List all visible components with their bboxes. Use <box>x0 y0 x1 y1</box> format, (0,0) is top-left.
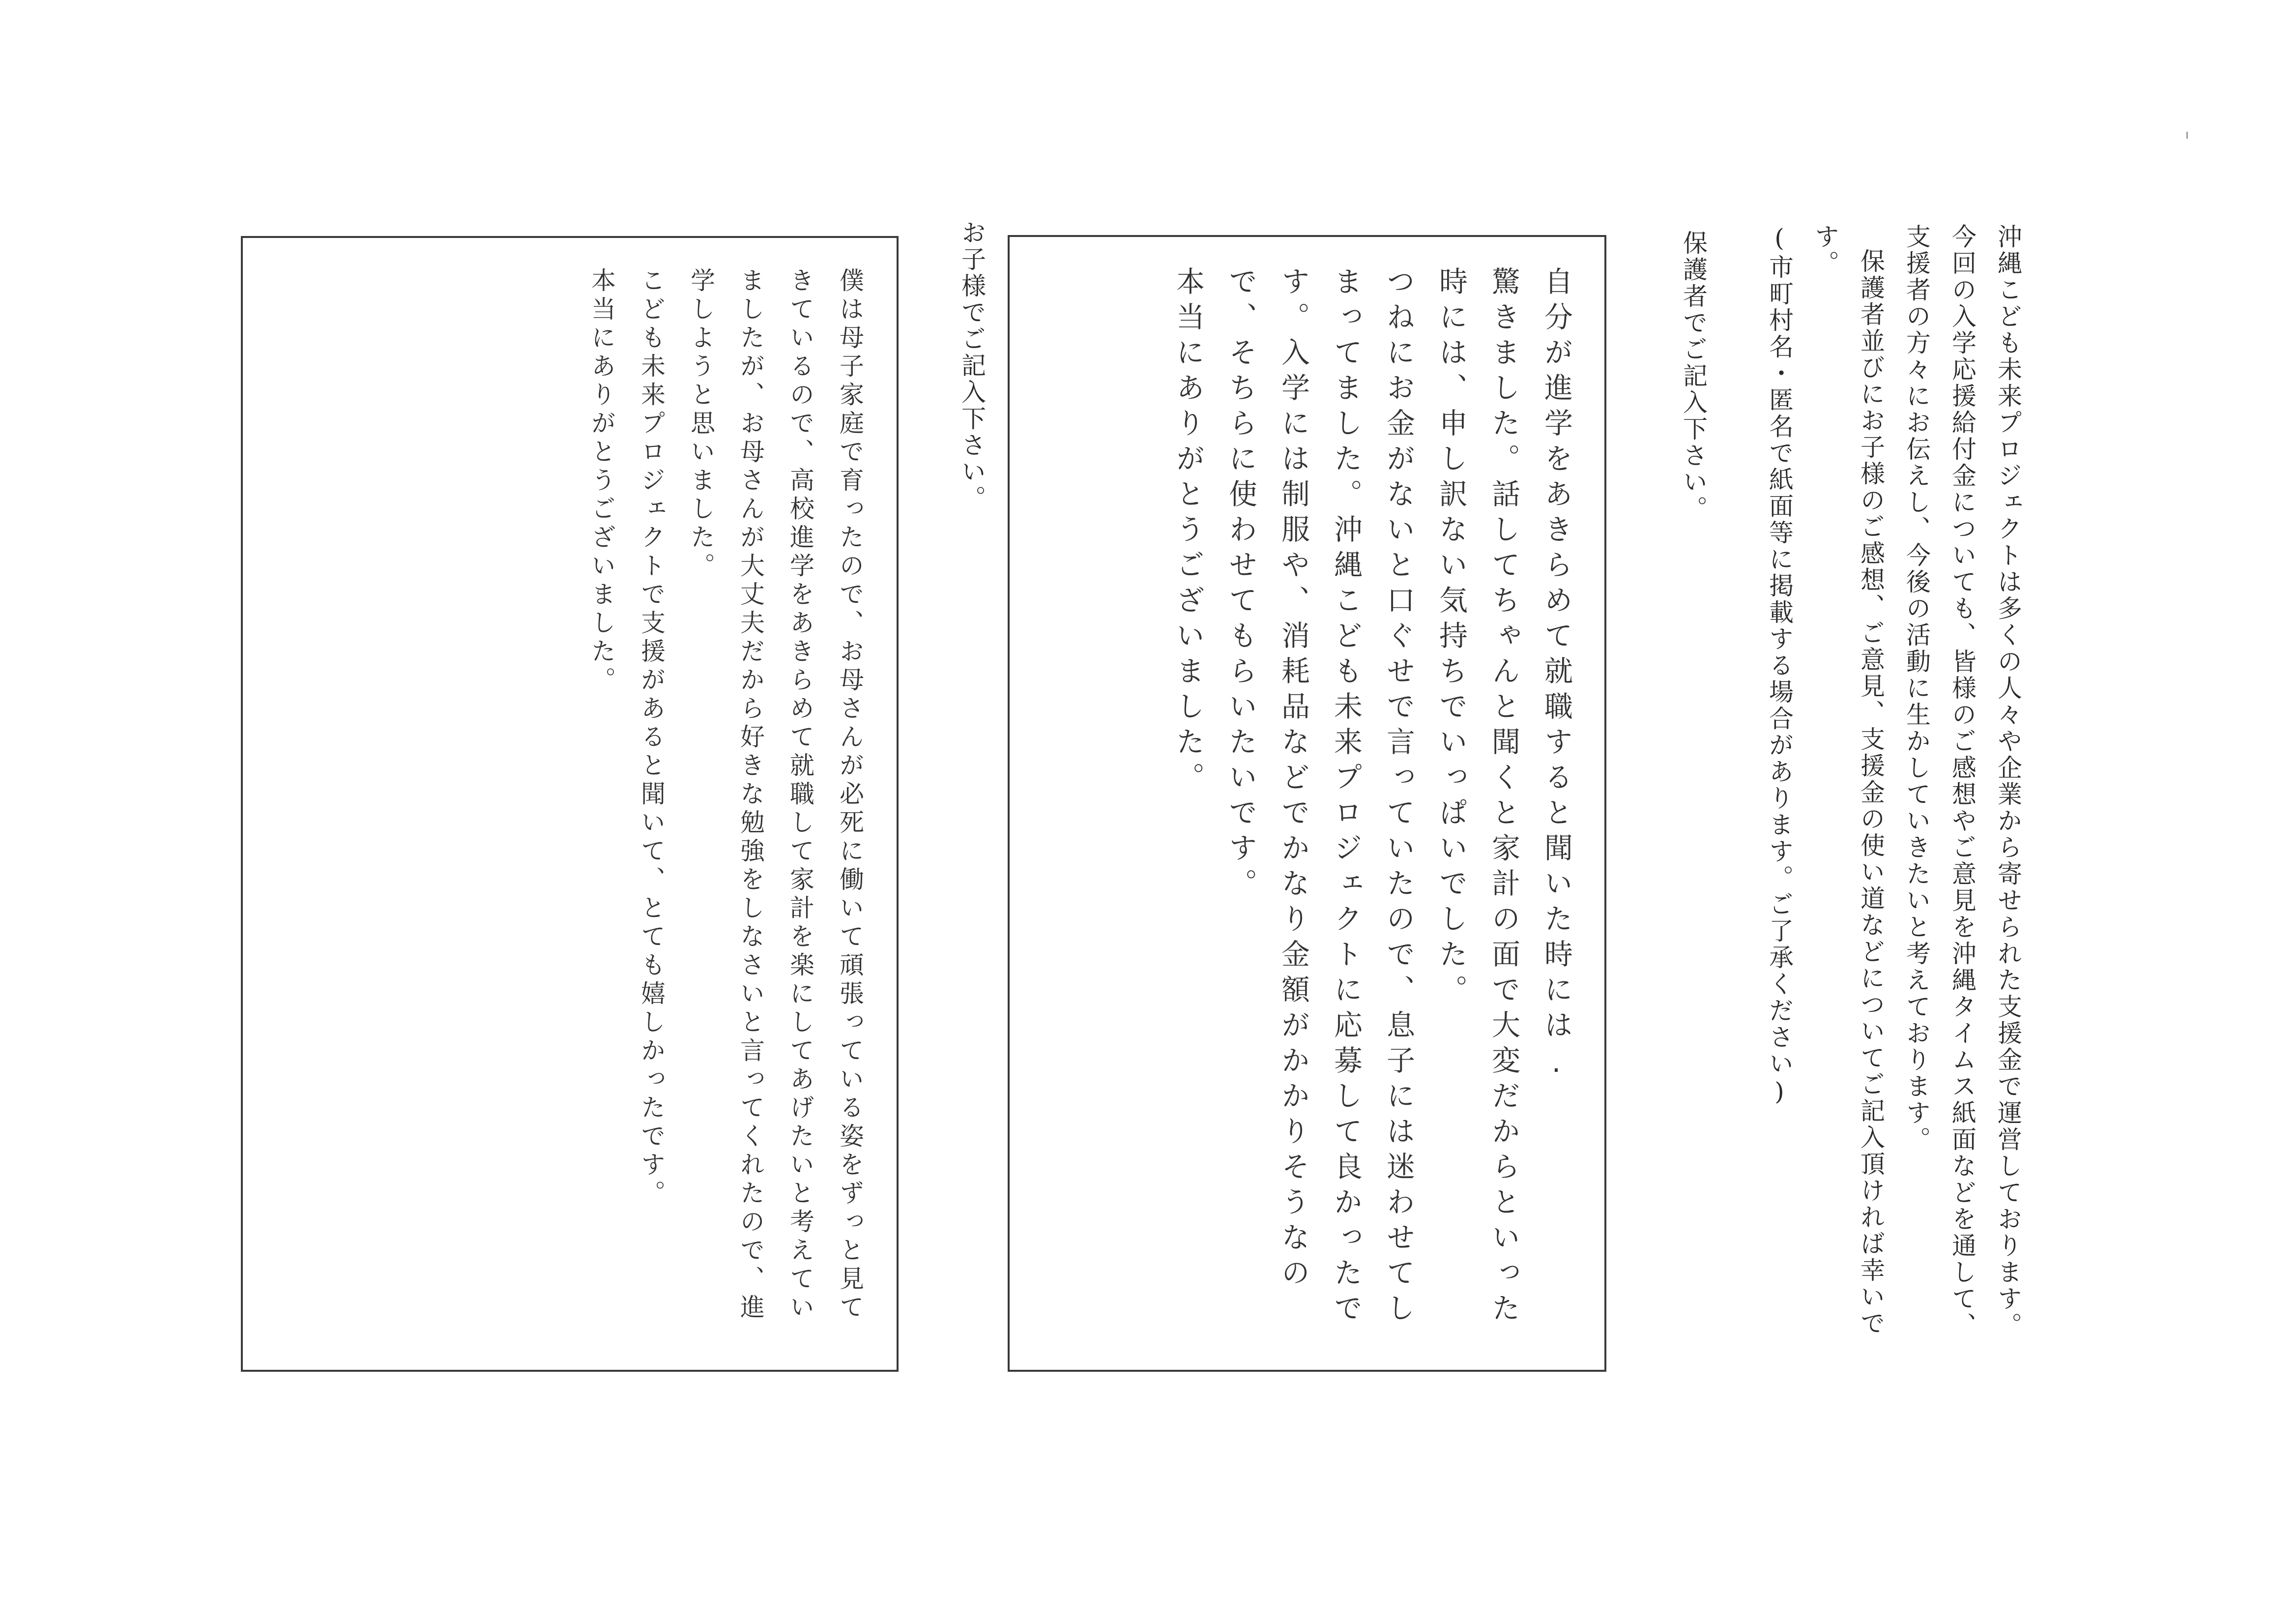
guardian-comment-box <box>1008 235 1606 1372</box>
intro-text <box>1756 224 2031 1355</box>
intro-paragraph: 沖縄こども未来プロジェクトは多くの人々や企業から寄せられた支援金で運営しております。今回の入学応援給付金についても、皆様のご感想やご意見を沖縄タイムス紙面などを通して、支援者の方々にお伝えし、今後の活動に生かしていきたいと考えております。 <box>1902 224 2022 1339</box>
child-handwritten-text <box>577 267 874 1350</box>
guardian-comment: 自分が進学をあきらめて就職すると聞いた時には. 驚きました。話してちゃんと聞くと家計の面で大変だからといった時には、申し訳ない気持ちでいっぱいでした。 つねにお金がないと口ぐせで言っていたので、息子には迷わせてしまってました。沖縄こども未来プロジェクトに応募して良かったです。入学には制服や、消耗品などでかなり金額がかかりそうなので、そちらに使わせてもらいたいです。 本当にありがとうございました。 <box>1171 266 1573 1329</box>
scan-mark <box>2186 132 2188 139</box>
guardian-handwritten-text <box>1162 266 1582 1350</box>
child-label: お子様でご記入下さい。 <box>958 220 986 512</box>
guardian-label: 保護者でご記入下さい。 <box>1679 230 1708 522</box>
child-comment-box <box>241 236 899 1372</box>
intro-paragraph: 保護者並びにお子様のご感想、ご意見、支援金の使い道などについてご記入頂ければ幸いです。 <box>1811 224 1885 1337</box>
intro-note: (市町村名・匿名で紙面等に掲載する場合があります。ご了承ください) <box>1765 224 1794 1108</box>
child-comment: 僕は母子家庭で育ったので、お母さんが必死に働いて頑張っている姿をずっと見てきているので、高校進学をあきらめて就職して家計を楽にしてあげたいと考えていましたが、お母さんが大丈夫だから好きな勉強をしなさいと言ってくれたので、進学しようと思いました。 こども未来プロジェクトで支援があると聞いて、とても嬉しかったです。 本当にありがとうございました。 <box>587 267 864 1323</box>
